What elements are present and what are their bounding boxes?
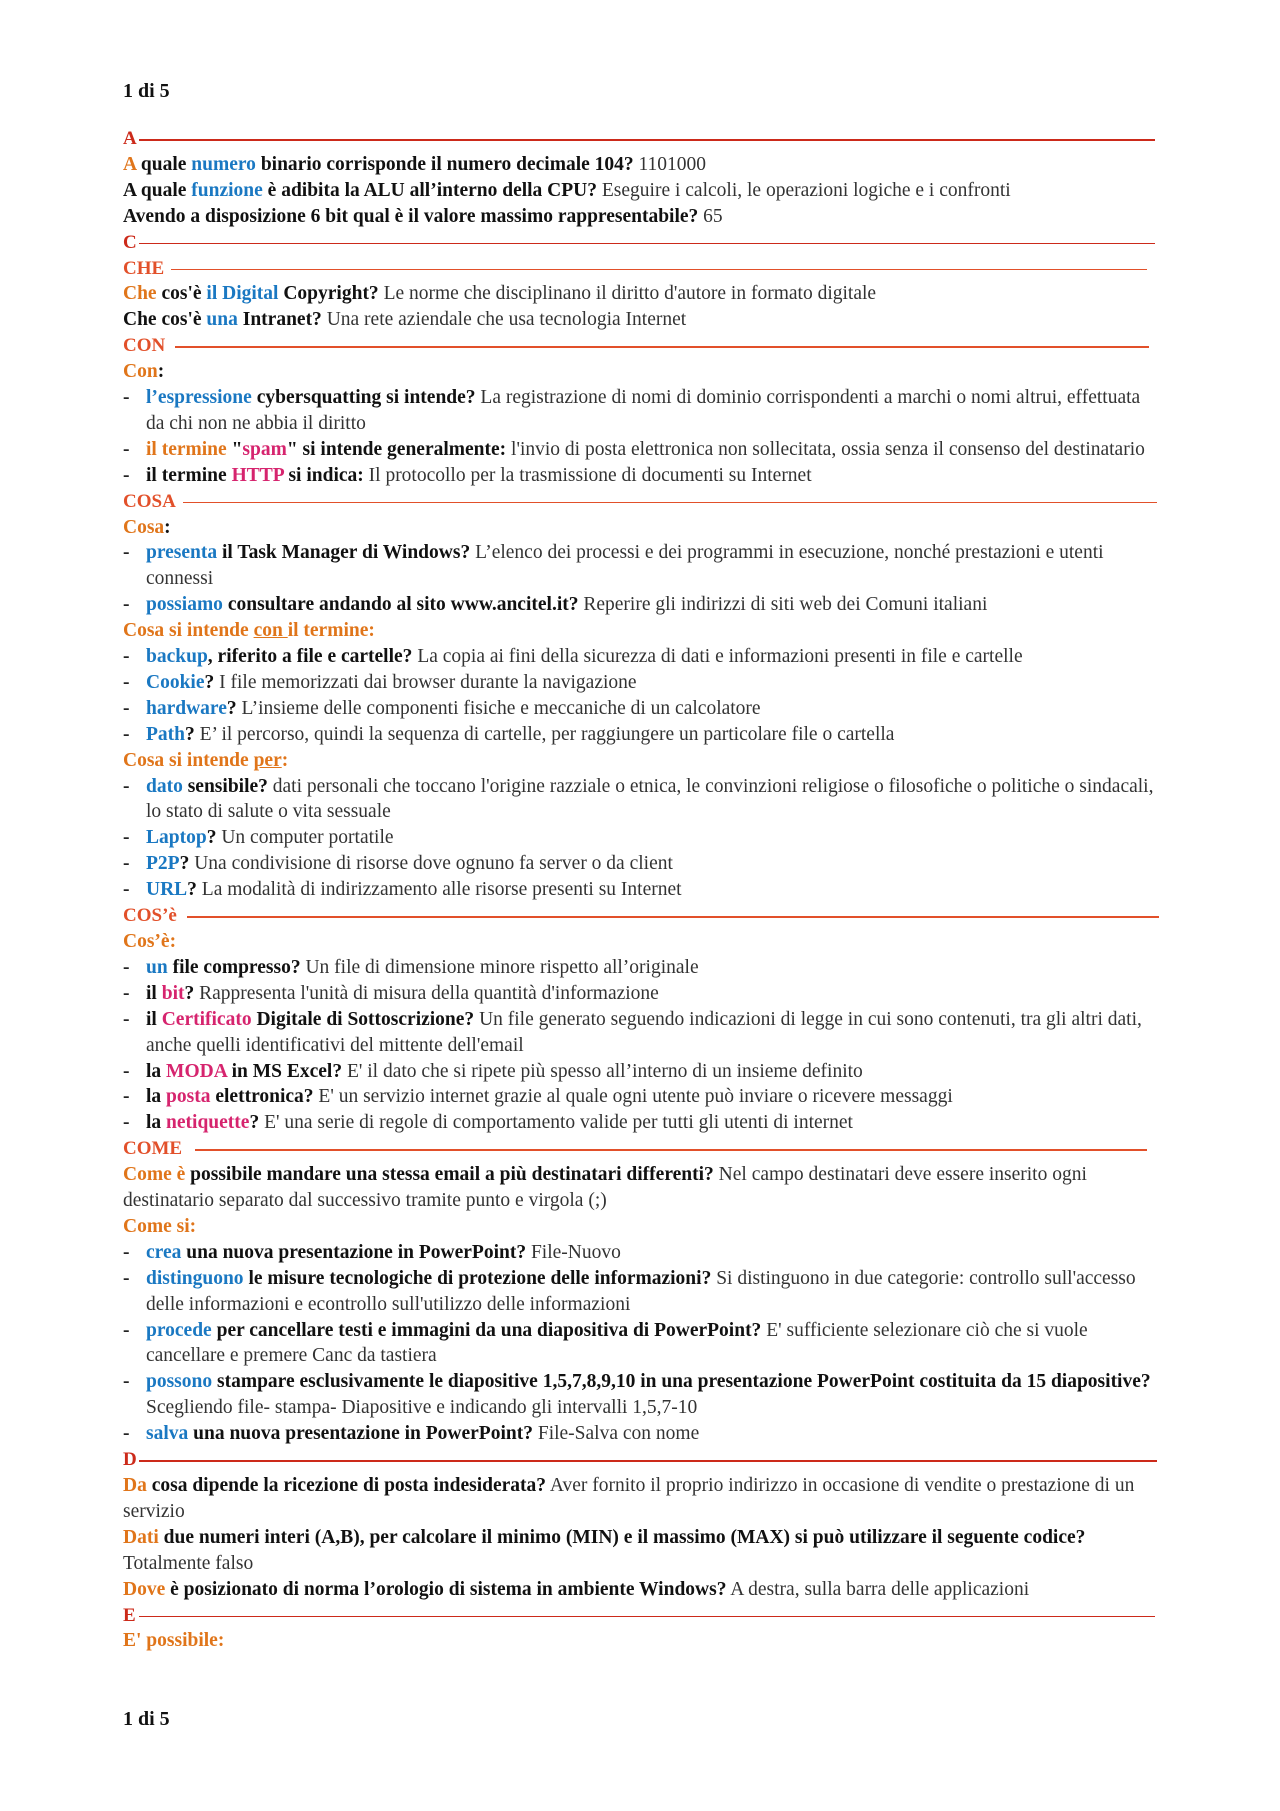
subheader-e-possibile: E' possibile: bbox=[123, 1630, 225, 1652]
question-cose1: - un file compresso? Un file di dimensione minore rispetto all’originale bbox=[123, 955, 1163, 981]
question-cosa-per2: - Laptop? Un computer portatile bbox=[123, 825, 1163, 851]
section-header-a: A bbox=[123, 126, 1163, 152]
section-header-cosa: COSA bbox=[123, 489, 1163, 515]
section-header-e: E bbox=[123, 1603, 1163, 1629]
subheader-cosa-per: Cosa si intende per: bbox=[123, 749, 289, 771]
question-cose3: - il Certificato Digitale di Sottoscrizione? Un file generato seguendo indicazioni di legge in cui sono contenuti, tra gli altri dati, anche quelli identificativi del mittente dell'email bbox=[123, 1007, 1163, 1059]
subheader-come-si: Come si: bbox=[123, 1215, 197, 1237]
question-cosa-per3: - P2P? Una condivisione di risorse dove ognuno fa server o da client bbox=[123, 851, 1163, 877]
question-cose4: - la MODA in MS Excel? E' il dato che si ripete più spesso all’interno di un insieme definito bbox=[123, 1059, 1163, 1085]
page-number-bottom: 1 di 5 bbox=[123, 1708, 170, 1730]
question-cose6: - la netiquette? E' una serie di regole di comportamento valide per tutti gli utenti di internet bbox=[123, 1110, 1163, 1136]
question-d2: Dati due numeri interi (A,B), per calcolare il minimo (MIN) e il massimo (MAX) si può utilizzare il seguente codice? Totalmente falso bbox=[123, 1526, 1086, 1574]
question-cose2: - il bit? Rappresenta l'unità di misura della quantità d'informazione bbox=[123, 981, 1163, 1007]
question-cosa2: - possiamo consultare andando al sito www.ancitel.it? Reperire gli indirizzi di siti web dei Comuni italiani bbox=[123, 592, 1163, 618]
question-come-si1: - crea una nuova presentazione in PowerPoint? File-Nuovo bbox=[123, 1240, 1163, 1266]
subheader-cose: Cos’è: bbox=[123, 931, 177, 952]
question-cose5: - la posta elettronica? E' un servizio internet grazie al quale ogni utente può inviare o ricevere messaggi bbox=[123, 1084, 1163, 1110]
section-header-che: CHE bbox=[123, 256, 1163, 282]
quiz-content bbox=[123, 126, 1163, 1654]
question-che2: Che cos'è una Intranet? Una rete aziendale che usa tecnologia Internet bbox=[123, 309, 687, 331]
question-a3: Avendo a disposizione 6 bit qual è il valore massimo rappresentabile? 65 bbox=[123, 205, 723, 227]
question-come-si3: - procede per cancellare testi e immagini da una diapositiva di PowerPoint? E' sufficiente selezionare ciò che si vuole cancellare e premere Canc da tastiera bbox=[123, 1318, 1163, 1370]
question-cosa-con2: - Cookie? I file memorizzati dai browser durante la navigazione bbox=[123, 670, 1163, 696]
question-che1: Che cos'è il Digital Copyright? Le norme che disciplinano il diritto d'autore in formato digitale bbox=[123, 283, 877, 305]
section-header-come: COME bbox=[123, 1136, 1163, 1162]
section-header-cose: COS’è bbox=[123, 903, 1163, 929]
question-come-si5: - salva una nuova presentazione in PowerPoint? File-Salva con nome bbox=[123, 1421, 1163, 1447]
section-header-d: D bbox=[123, 1447, 1163, 1473]
question-come1: Come è possibile mandare una stessa email a più destinatari differenti? Nel campo destinatari deve essere inserito ogni destinatario separato dal successivo tramite punto e virgola (;) bbox=[123, 1164, 1087, 1212]
question-cosa-con1: - backup, riferito a file e cartelle? La copia ai fini della sicurezza di dati e informazioni presenti in file e cartelle bbox=[123, 644, 1163, 670]
question-come-si2: - distinguono le misure tecnologiche di protezione delle informazioni? Si distinguono in due categorie: controllo sull'accesso delle informazioni e econtrollo sull'utilizzo delle informazioni bbox=[123, 1266, 1163, 1318]
question-come-si4: - possono stampare esclusivamente le diapositive 1,5,7,8,9,10 in una presentazione PowerPoint costituita da 15 diapositive? Scegliendo file- stampa- Diapositive e indicando gli intervalli 1,5,7-10 bbox=[123, 1369, 1163, 1421]
question-con1: - l’espressione cybersquatting si intende? La registrazione di nomi di dominio corrispondenti a marchi o nomi altrui, effettuata da chi non ne abbia il diritto bbox=[123, 385, 1163, 437]
question-cosa-per1: - dato sensibile? dati personali che toccano l'origine razziale o etnica, le convinzioni religiose o filosofiche o politiche o sindacali, lo stato di salute o vita sessuale bbox=[123, 774, 1163, 826]
subheader-cosa: Cosa: bbox=[123, 516, 171, 538]
question-cosa1: - presenta il Task Manager di Windows? L’elenco dei processi e dei programmi in esecuzione, nonché prestazioni e utenti connessi bbox=[123, 540, 1163, 592]
question-con3: - il termine HTTP si indica: Il protocollo per la trasmissione di documenti su Internet bbox=[123, 463, 1163, 489]
question-cosa-per4: - URL? La modalità di indirizzamento alle risorse presenti su Internet bbox=[123, 877, 1163, 903]
question-d1: Da cosa dipende la ricezione di posta indesiderata? Aver fornito il proprio indirizzo in occasione di vendite o prestazione di un servizio bbox=[123, 1475, 1135, 1522]
question-a2: A quale funzione è adibita la ALU all’interno della CPU? Eseguire i calcoli, le operazioni logiche e i confronti bbox=[123, 179, 1011, 201]
question-d3: Dove è posizionato di norma l’orologio di sistema in ambiente Windows? A destra, sulla barra delle applicazioni bbox=[123, 1578, 1030, 1600]
question-con2: - il termine "spam" si intende generalmente: l'invio di posta elettronica non sollecitata, ossia senza il consenso del destinatario bbox=[123, 437, 1163, 463]
page-number-top: 1 di 5 bbox=[123, 80, 170, 102]
subheader-cosa-con: Cosa si intende con il termine: bbox=[123, 620, 375, 642]
subheader-con: Con: bbox=[123, 361, 165, 383]
question-cosa-con3: - hardware? L’insieme delle componenti fisiche e meccaniche di un calcolatore bbox=[123, 696, 1163, 722]
section-header-con: CON bbox=[123, 333, 1163, 359]
question-cosa-con4: - Path? E’ il percorso, quindi la sequenza di cartelle, per raggiungere un particolare file o cartella bbox=[123, 722, 1163, 748]
question-a1: A quale numero binario corrisponde il numero decimale 104? 1101000 bbox=[123, 153, 707, 175]
section-header-c: C bbox=[123, 230, 1163, 256]
